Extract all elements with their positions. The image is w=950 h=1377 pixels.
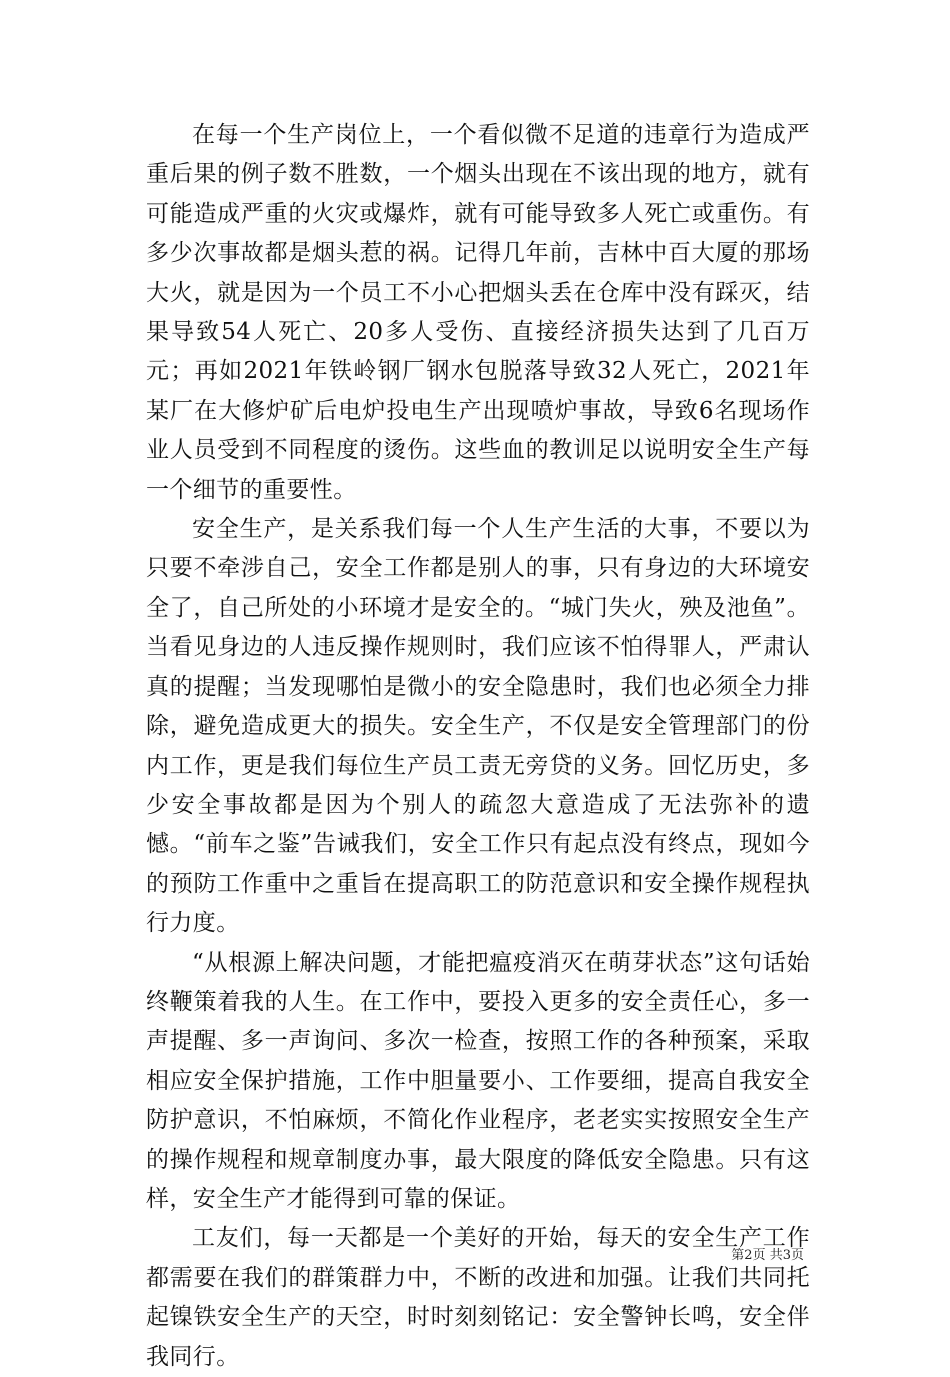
paragraph-2: 安全生产，是关系我们每一个人生产生活的大事，不要以为只要不牵涉自己，安全工作都是别人的事，只有身边的大环境安全了，自己所处的小环境才是安全的。“城门失火，殃及池鱼”。当看见身边的人违反操作规则时，我们应该不怕得罪人，严肃认真的提醒；当发现哪怕是微小的安全隐患时，我们也必须全力排除，避免造成更大的损失。安全生产，不仅是安全管理部门的份内工作，更是我们每位生产员工责无旁贷的义务。回忆历史，多少安全事故都是因为个别人的疏忽大意造成了无法弥补的遗憾。“前车之鉴”告诫我们，安全工作只有起点没有终点，现如今的预防工作重中之重旨在提高职工的防范意识和安全操作规程执行力度。 xyxy=(146,516,810,937)
footer-mid: 页 共 xyxy=(752,1248,783,1263)
footer-suffix: 页 xyxy=(790,1248,804,1263)
paragraph-4: 工友们，每一天都是一个美好的开始，每天的安全生产工作都需要在我们的群策群力中，不断的改进和加强。让我们共同托起镍铁安全生产的天空，时时刻刻铭记：安全警钟长鸣，安全伴我同行。 xyxy=(146,1225,810,1370)
current-page-number: 2 xyxy=(744,1248,753,1263)
footer-prefix: 第 xyxy=(731,1248,745,1263)
page-number-footer xyxy=(731,1248,804,1264)
total-pages-number: 3 xyxy=(782,1248,791,1263)
paragraph-1: 在每一个生产岗位上，一个看似微不足道的违章行为造成严重后果的例子数不胜数，一个烟头出现在不该出现的地方，就有可能造成严重的火灾或爆炸，就有可能导致多人死亡或重伤。有多少次事故都是烟头惹的祸。记得几年前，吉林中百大厦的那场大火，就是因为一个员工不小心把烟头丢在仓库中没有踩灭，结果导致54人死亡、20多人受伤、直接经济损失达到了几百万元；再如2021年铁岭钢厂钢水包脱落导致32人死亡，2021年某厂在大修炉矿后电炉投电生产出现喷炉事故，导致6名现场作业人员受到不同程度的烫伤。这些血的教训足以说明安全生产每一个细节的重要性。 xyxy=(146,122,810,503)
paragraph-3: “从根源上解决问题，才能把瘟疫消灭在萌芽状态”这句话始终鞭策着我的人生。在工作中，要投入更多的安全责任心，多一声提醒、多一声询问、多次一检查，按照工作的各种预案，采取相应安全保护措施，工作中胆量要小、工作要细，提高自我安全防护意识，不怕麻烦，不简化作业程序，老老实实按照安全生产的操作规程和规章制度办事，最大限度的降低安全隐患。只有这样，安全生产才能得到可靠的保证。 xyxy=(146,949,810,1212)
document-body xyxy=(146,116,810,1377)
